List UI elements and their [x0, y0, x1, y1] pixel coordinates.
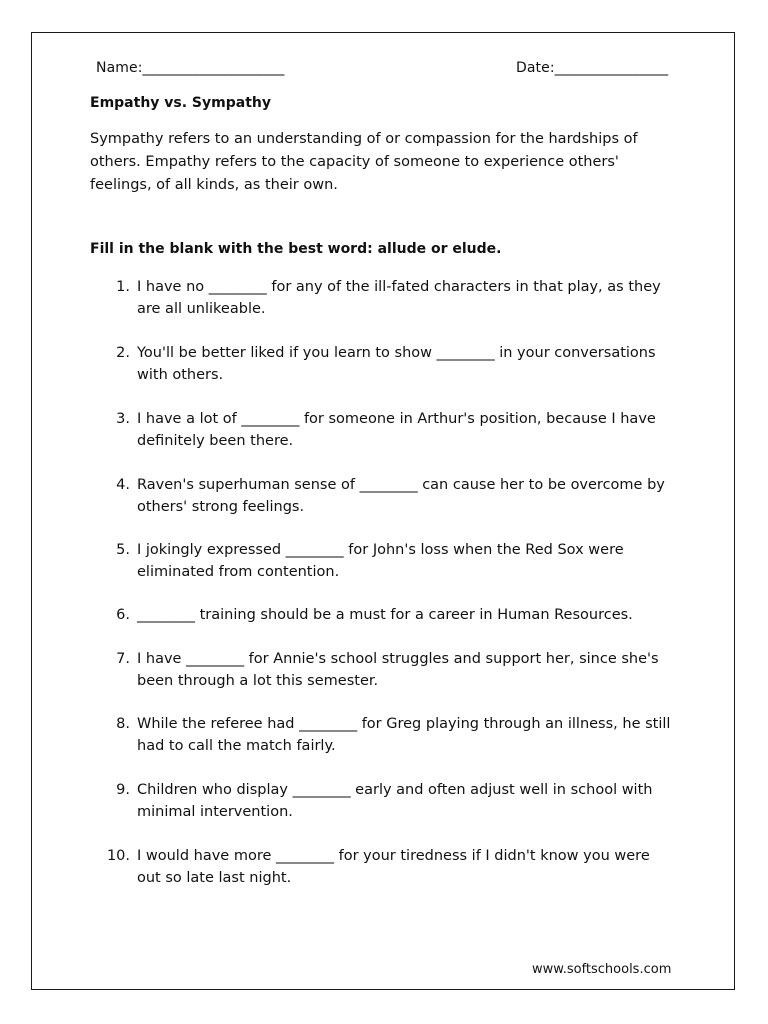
- question-item: [100, 408, 700, 452]
- question-text: [137, 474, 700, 518]
- question-line: You'll be better liked if you learn to show ________ in your conversations: [137, 345, 656, 361]
- question-text: [137, 713, 700, 757]
- page-title: Empathy vs. Sympathy: [90, 95, 271, 111]
- question-number: 9.: [116, 782, 130, 798]
- question-number: 3.: [116, 411, 130, 427]
- question-text: [137, 648, 700, 692]
- name-field: Name:____________________: [96, 60, 285, 76]
- question-number: 6.: [116, 607, 130, 623]
- question-text: [137, 539, 700, 583]
- question-item: [100, 539, 700, 583]
- question-item: [100, 648, 700, 692]
- question-line: out so late last night.: [137, 870, 292, 886]
- question-text: [137, 845, 700, 889]
- question-item: [100, 779, 700, 823]
- question-number: 2.: [116, 345, 130, 361]
- question-line: Raven's superhuman sense of ________ can cause her to be overcome by: [137, 477, 665, 493]
- question-line: I would have more ________ for your tiredness if I didn't know you were: [137, 848, 650, 864]
- question-line: I jokingly expressed ________ for John's loss when the Red Sox were: [137, 542, 624, 558]
- question-number: 1.: [116, 279, 130, 295]
- question-item: [100, 342, 700, 386]
- question-line: others' strong feelings.: [137, 499, 305, 515]
- question-line: definitely been there.: [137, 433, 294, 449]
- question-line: I have a lot of ________ for someone in Arthur's position, because I have: [137, 411, 656, 427]
- footer-website: www.softschools.com: [532, 962, 672, 977]
- instructions: Fill in the blank with the best word: allude or elude.: [90, 241, 502, 257]
- worksheet-page: [31, 32, 735, 990]
- question-text: [137, 408, 700, 452]
- question-line: ________ training should be a must for a career in Human Resources.: [137, 607, 633, 623]
- question-text: [137, 276, 700, 320]
- intro-line: Sympathy refers to an understanding of or compassion for the hardships of: [90, 131, 638, 147]
- question-number: 10.: [106, 848, 130, 864]
- question-line: I have no ________ for any of the ill-fated characters in that play, as they: [137, 279, 661, 295]
- question-text: [137, 342, 700, 386]
- question-list: [32, 33, 734, 989]
- question-item: [100, 604, 700, 626]
- intro-line: feelings, of all kinds, as their own.: [90, 177, 338, 193]
- question-number: 7.: [116, 651, 130, 667]
- question-line: minimal intervention.: [137, 804, 293, 820]
- question-line: While the referee had ________ for Greg playing through an illness, he still: [137, 716, 671, 732]
- question-item: [100, 276, 700, 320]
- question-number: 8.: [116, 716, 130, 732]
- question-line: I have ________ for Annie's school struggles and support her, since she's: [137, 651, 659, 667]
- intro-line: others. Empathy refers to the capacity of someone to experience others': [90, 154, 619, 170]
- question-line: eliminated from contention.: [137, 564, 340, 580]
- question-line: had to call the match fairly.: [137, 738, 336, 754]
- question-item: [100, 474, 700, 518]
- question-line: are all unlikeable.: [137, 301, 266, 317]
- question-text: [137, 604, 700, 626]
- question-number: 5.: [116, 542, 130, 558]
- question-line: with others.: [137, 367, 224, 383]
- question-line: been through a lot this semester.: [137, 673, 379, 689]
- question-text: [137, 779, 700, 823]
- question-item: [100, 713, 700, 757]
- date-field: Date:________________: [516, 60, 669, 76]
- question-number: 4.: [116, 477, 130, 493]
- question-item: [100, 845, 700, 889]
- question-line: Children who display ________ early and often adjust well in school with: [137, 782, 653, 798]
